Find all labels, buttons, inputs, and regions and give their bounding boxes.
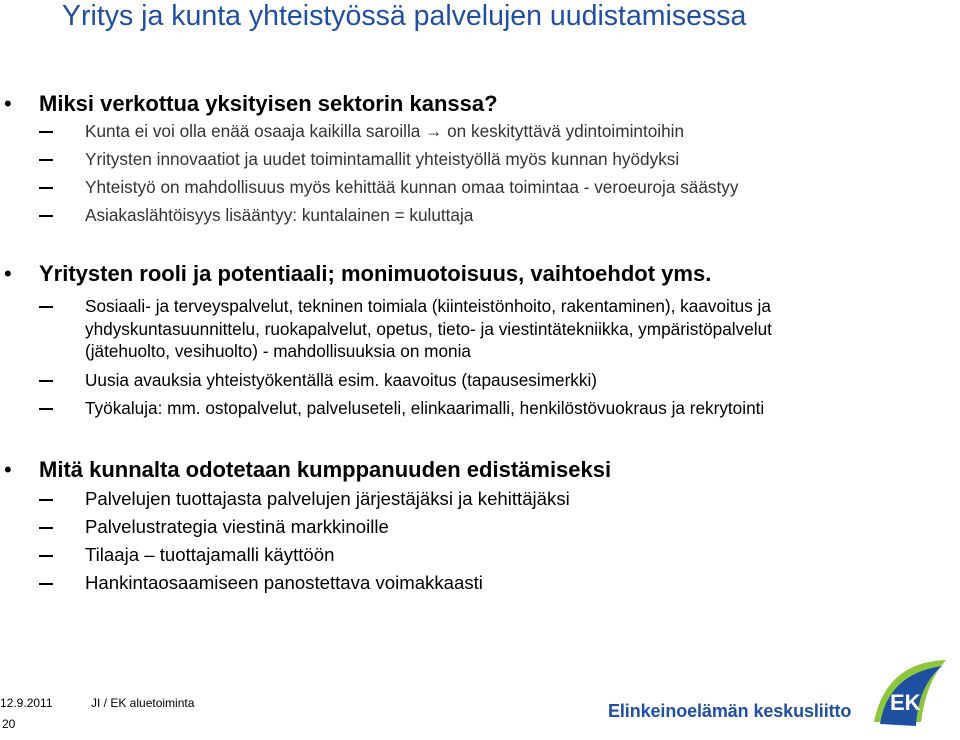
list-item: Palvelujen tuottajasta palvelujen järjestäjäksi ja kehittäjäksi (85, 488, 945, 511)
dash-icon (39, 408, 53, 410)
slide-title: Yritys ja kunta yhteistyössä palvelujen uudistamisessa (62, 0, 747, 32)
section-business-role (0, 258, 960, 424)
list-item: Uusia avauksia yhteistyökentällä esim. kaavoitus (tapausesimerkki) (85, 369, 945, 392)
section-heading-row (0, 258, 960, 292)
bullet-dot-icon: • (4, 91, 12, 116)
dash-icon (39, 131, 53, 133)
section-heading: Yritysten rooli ja potentiaali; monimuotoisuus, vaihtoehdot yms. (39, 261, 712, 286)
dash-icon (39, 499, 53, 501)
bullet-dot-icon: • (4, 261, 12, 286)
dash-icon (39, 527, 53, 529)
logo-text: Elinkeinoelämän keskusliitto (608, 701, 852, 721)
section-heading: Mitä kunnalta odotetaan kumppanuuden edistämiseksi (39, 457, 612, 482)
logo-mark-text: EK (890, 690, 921, 715)
dash-icon (39, 187, 53, 189)
dash-icon (39, 583, 53, 585)
ek-logo-icon (866, 652, 956, 730)
section-why-network (0, 88, 960, 232)
dash-icon (39, 380, 53, 382)
page-number: 20 (2, 717, 16, 731)
list-item: Kunta ei voi olla enää osaaja kaikilla saroilla → on keskityttävä ydintoimintoihin (85, 120, 945, 143)
dash-icon (39, 555, 53, 557)
bullet-dot-icon: • (4, 457, 12, 482)
section-heading: Miksi verkottua yksityisen sektorin kanssa? (39, 91, 498, 116)
list-item: Sosiaali- ja terveyspalvelut, tekninen toimiala (kiinteistönhoito, rakentaminen), kaavoitus ja yhdyskuntasuunnittelu, ruokapalvelut, opetus, tieto- ja viestintätekniikka, ympäristöpalvelut (jätehuolto, vesihuolto) - mahdollisuuksia on monia (85, 295, 945, 363)
list-item: Tilaaja – tuottajamalli käyttöön (85, 544, 945, 567)
dash-icon (39, 215, 53, 217)
footer-author: JI / EK aluetoiminta (91, 696, 195, 710)
section-heading-row (0, 454, 960, 488)
right-arrow-icon: → (425, 121, 443, 141)
list-item: Yhteistyö on mahdollisuus myös kehittää kunnan omaa toimintaa - veroeuroja säästyy (85, 176, 945, 199)
section-municipality-expectations (0, 454, 960, 600)
list-item: Työkaluja: mm. ostopalvelut, palveluseteli, elinkaarimalli, henkilöstövuokraus ja rekrytointi (85, 397, 945, 420)
list-item: Hankintaosaamiseen panostettava voimakkaasti (85, 572, 945, 595)
list-item: Asiakaslähtöisyys lisääntyy: kuntalainen = kuluttaja (85, 204, 945, 227)
section-heading-row (0, 88, 960, 122)
dash-icon (39, 306, 53, 308)
list-item: Palvelustrategia viestinä markkinoille (85, 516, 945, 539)
dash-icon (39, 159, 53, 161)
footer-date: 12.9.2011 (0, 696, 53, 710)
list-item: Yritysten innovaatiot ja uudet toimintamallit yhteistyöllä myös kunnan hyödyksi (85, 148, 945, 171)
